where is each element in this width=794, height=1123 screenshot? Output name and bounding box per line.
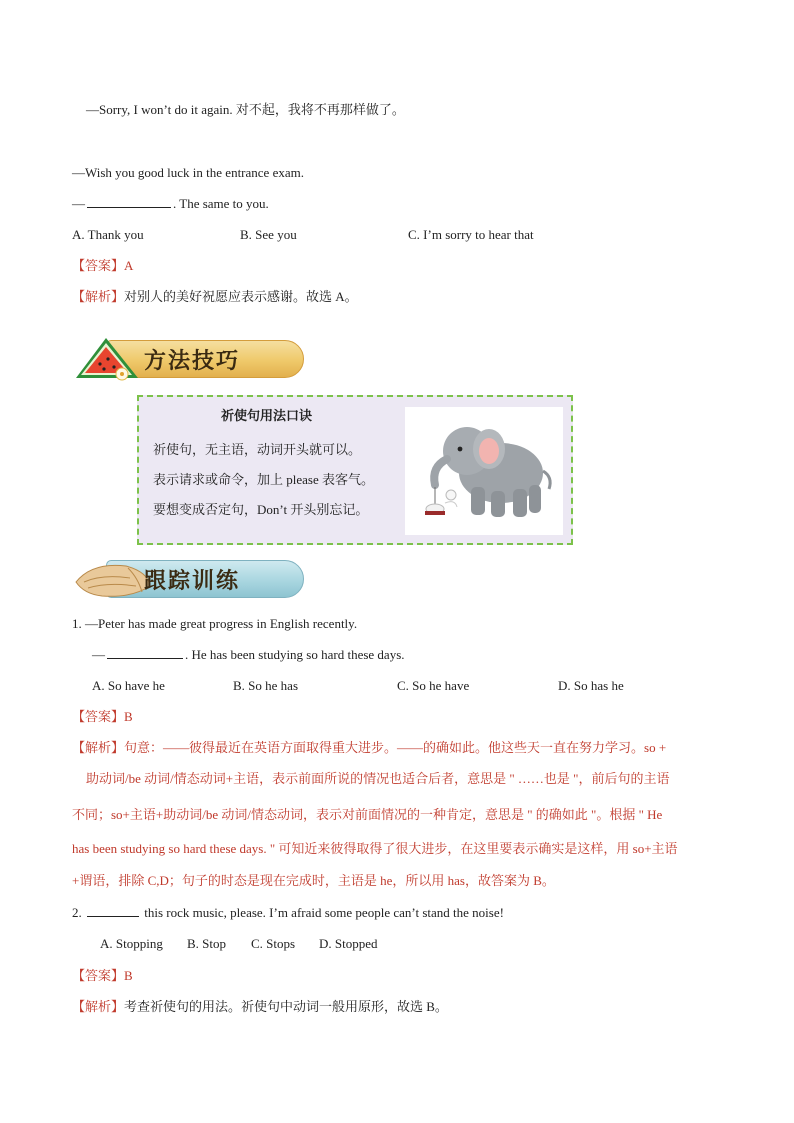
answer-tag: 【答案】 bbox=[72, 258, 125, 273]
q0-blank bbox=[87, 195, 171, 208]
answer-value: B bbox=[124, 709, 133, 724]
q1-analysis-line-2: 助动词/be 动词/情态动词+主语，表示前面所说的情况也适合后者，意思是 " ……也是 "，前后句的主语 bbox=[86, 771, 670, 786]
q0-analysis bbox=[72, 288, 358, 306]
method-banner bbox=[72, 334, 304, 382]
tips-line-3: 要想变成否定句，Don’t 开头别忘记。 bbox=[153, 502, 369, 517]
q2-prompt bbox=[72, 904, 504, 922]
elephant-icon bbox=[405, 407, 563, 535]
training-banner-title: 跟踪训练 bbox=[144, 569, 241, 594]
q2-prompt-prefix: 2. bbox=[72, 905, 85, 920]
tips-box bbox=[137, 395, 573, 545]
method-banner-title: 方法技巧 bbox=[144, 349, 241, 374]
q1-option-a: A. So have he bbox=[92, 678, 165, 693]
tips-line-1: 祈使句，无主语，动词开头就可以。 bbox=[153, 442, 362, 457]
tips-title: 祈使句用法口诀 bbox=[221, 409, 313, 424]
q2-option-d: D. Stopped bbox=[319, 936, 378, 951]
analysis-text: 对别人的美好祝愿应表示感谢。故选 A。 bbox=[124, 289, 358, 304]
answer-tag: 【答案】 bbox=[72, 968, 125, 983]
q0-reply-suffix: . The same to you. bbox=[173, 196, 269, 211]
q1-prompt: 1. —Peter has made great progress in English recently. bbox=[72, 616, 358, 631]
q1-reply-suffix: . He has been studying so hard these days. bbox=[185, 647, 405, 662]
q0-reply bbox=[72, 195, 269, 213]
q1-option-c: C. So he have bbox=[397, 678, 470, 693]
seashell-icon bbox=[72, 556, 152, 602]
q2-prompt-suffix: this rock music, please. I’m afraid some people can’t stand the noise! bbox=[141, 905, 504, 920]
tips-line-2: 表示请求或命令，加上 please 表客气。 bbox=[153, 472, 374, 487]
q1-analysis-line-1 bbox=[72, 739, 666, 757]
q0-option-a: A. Thank you bbox=[72, 227, 144, 242]
answer-tag: 【答案】 bbox=[72, 709, 125, 724]
q1-analysis-line-4: has been studying so hard these days. " 可知近来彼得取得了很大进步，在这里要表示确实是这样，用 so+主语 bbox=[72, 841, 678, 856]
q1-reply-prefix: — bbox=[92, 647, 105, 662]
q0-option-c: C. I’m sorry to hear that bbox=[408, 227, 534, 242]
q1-answer bbox=[72, 708, 133, 726]
analysis-tag: 【解析】 bbox=[72, 740, 125, 755]
q2-option-c: C. Stops bbox=[251, 936, 296, 951]
answer-value: A bbox=[124, 258, 134, 273]
q1-analysis-line-5: +谓语，排除 C,D；句子的时态是现在完成时，主语是 he，所以用 has，故答案为 B。 bbox=[72, 873, 555, 888]
q1-option-d: D. So has he bbox=[558, 678, 624, 693]
q2-option-b: B. Stop bbox=[187, 936, 227, 951]
answer-value: B bbox=[124, 968, 133, 983]
q0-reply-prefix: — bbox=[72, 196, 85, 211]
q2-analysis bbox=[72, 998, 448, 1016]
q1-analysis-line-3: 不同；so+主语+助动词/be 动词/情态动词，表示对前面情况的一种肯定，意思是 " 的确如此 "。根据 " He bbox=[72, 807, 663, 822]
analysis-tag: 【解析】 bbox=[72, 999, 125, 1014]
analysis-text: 句意：——彼得最近在英语方面取得重大进步。——的确如此。他这些天一直在努力学习。so + bbox=[124, 740, 667, 755]
q1-blank bbox=[107, 646, 183, 659]
q1-reply bbox=[92, 646, 405, 664]
q0-answer bbox=[72, 257, 133, 275]
watermelon-icon bbox=[72, 334, 142, 384]
q1-option-b: B. So he has bbox=[233, 678, 298, 693]
q0-prompt: —Wish you good luck in the entrance exam. bbox=[72, 165, 304, 180]
q2-answer bbox=[72, 967, 133, 985]
q0-option-b: B. See you bbox=[240, 227, 297, 242]
sorry-line: —Sorry, I won’t do it again. 对不起，我将不再那样做了。 bbox=[86, 102, 405, 117]
analysis-tag: 【解析】 bbox=[72, 289, 125, 304]
training-banner bbox=[72, 554, 304, 602]
analysis-text: 考查祈使句的用法。祈使句中动词一般用原形，故选 B。 bbox=[124, 999, 448, 1014]
q2-option-a: A. Stopping bbox=[100, 936, 163, 951]
q2-blank bbox=[87, 904, 139, 917]
elephant-illustration bbox=[405, 407, 563, 535]
